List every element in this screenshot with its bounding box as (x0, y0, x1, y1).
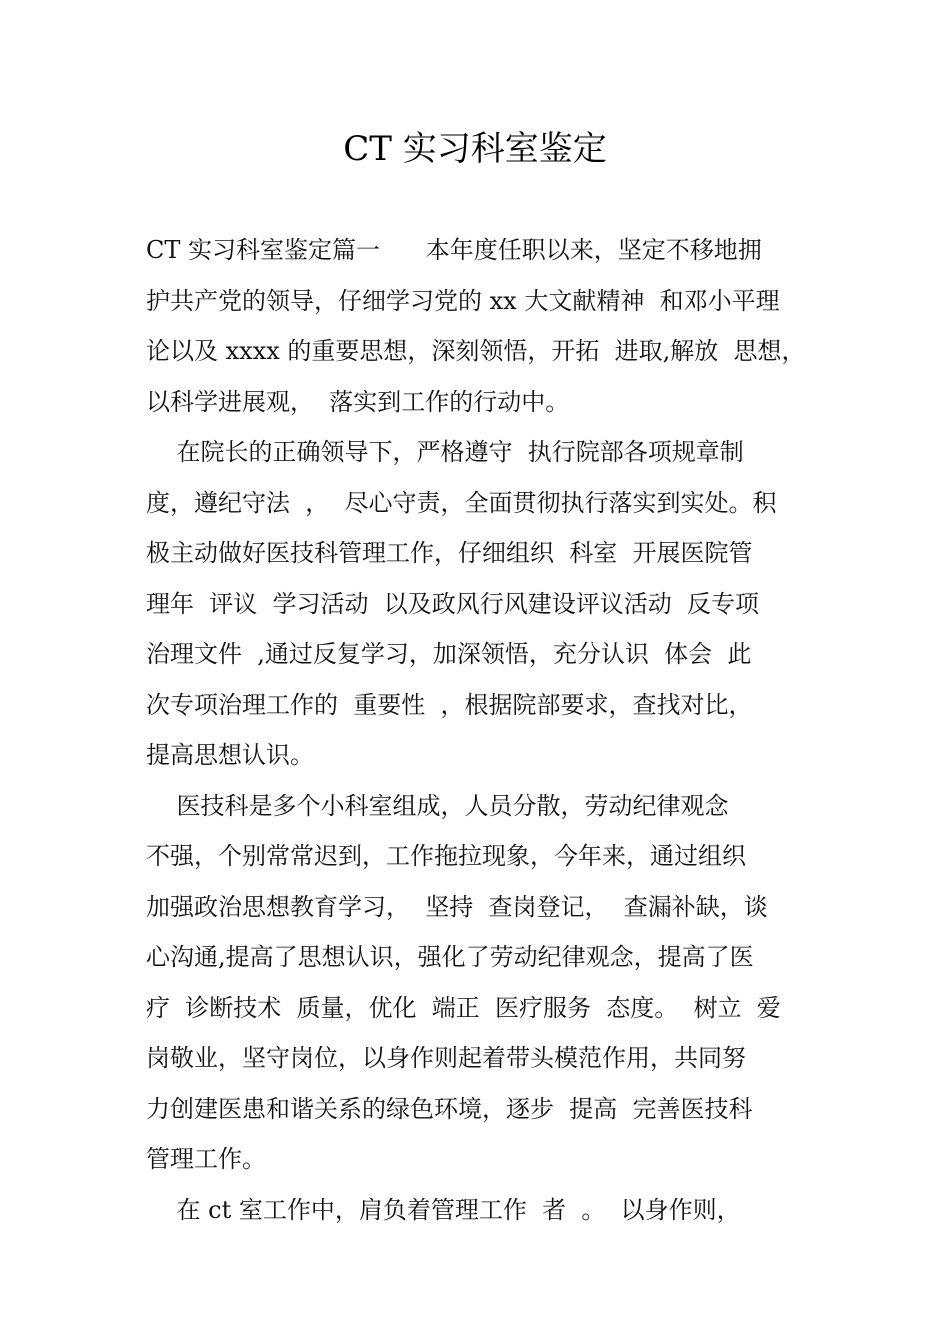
body-line: 力创建医患和谐关系的绿色环境，逐步 提高 完善医技科 (146, 1094, 753, 1123)
body-line: 不强，个别常常迟到，工作拖拉现象，今年来，通过组织 (146, 842, 746, 870)
body-line: 护共产党的领导，仔细学习党的 xx 大文献精神 和邓小平理 (146, 286, 780, 315)
body-line: 治理文件 ,通过反复学习，加深领悟，充分认识 体会 此 (146, 640, 752, 668)
body-line: CT 实习科室鉴定篇一 本年度任职以来，坚定不移地拥 (146, 236, 762, 264)
body-line: 管理工作。 (146, 1145, 266, 1173)
body-line: 加强政治思想教育学习， 坚持 查岗登记， 查漏补缺，谈 (146, 892, 768, 921)
body-line: 医技科是多个小科室组成，人员分散，劳动纪律观念 (146, 791, 729, 820)
body-line: 以科学进展观， 落实到工作的行动中。 (146, 387, 570, 416)
body-line: 心沟通,提高了思想认识，强化了劳动纪律观念，提高了医 (146, 943, 754, 971)
body-line: 极主动做好医技科管理工作，仔细组织 科室 开展医院管 (146, 539, 753, 567)
body-line: 次专项治理工作的 重要性 ，根据院部要求，查找对比， (146, 690, 753, 719)
body-line: 岗敬业，坚守岗位，以身作则起着带头模范作用，共同努 (146, 1044, 746, 1072)
body-line: 在 ct 室工作中，肩负着管理工作 者 。 以身作则， (146, 1195, 741, 1224)
body-line: 在院长的正确领导下，严格遵守 执行院部各项规章制 (146, 438, 744, 466)
body-line: 论以及 xxxx 的重要思想，深刻领悟，开拓 进取,解放 思想， (146, 337, 806, 365)
body-line: 理年 评议 学习活动 以及政风行风建设评议活动 反专项 (146, 589, 760, 618)
body-line: 疗 诊断技术 质量，优化 端正 医疗服务 态度。 树立 爱 (146, 993, 781, 1022)
body-line: 提高思想认识。 (146, 741, 314, 769)
document-body (146, 225, 814, 1235)
body-line: 度，遵纪守法 ， 尽心守责，全面贯彻执行落实到实处。积 (146, 488, 777, 517)
document-title: CT 实习科室鉴定 (343, 129, 607, 169)
